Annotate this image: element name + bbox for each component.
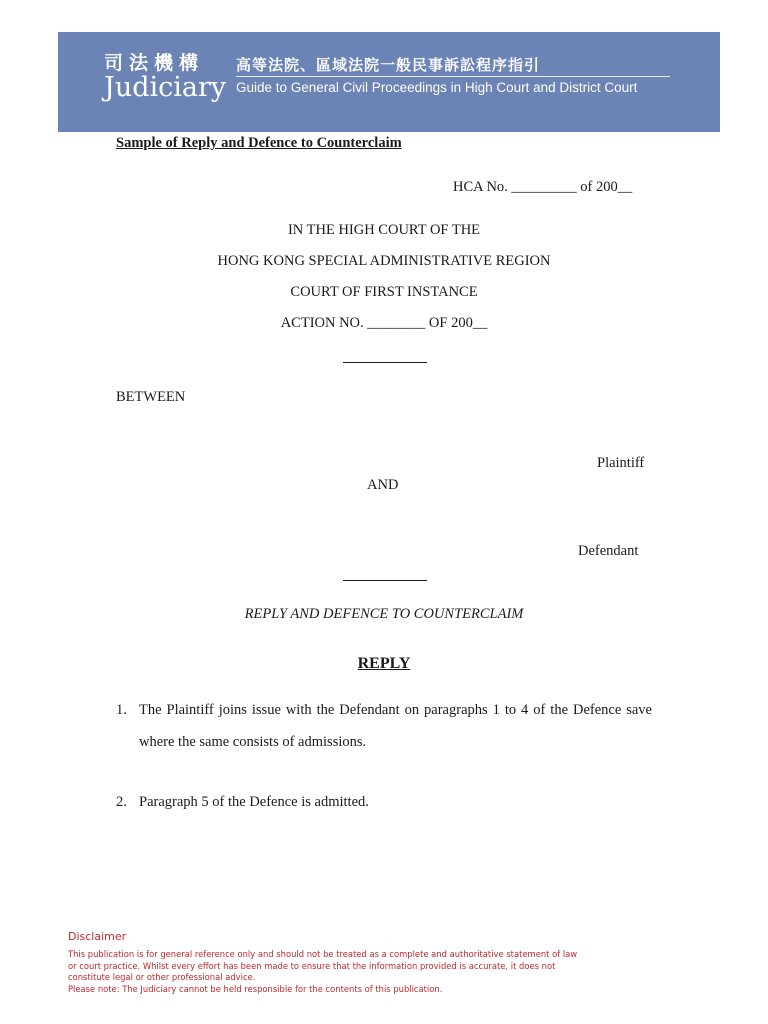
- court-line-1: IN THE HIGH COURT OF THE: [287, 222, 481, 238]
- paragraph-1: [116, 694, 652, 758]
- action-number: ACTION NO. ________ OF 200__: [280, 315, 488, 331]
- disclaimer-line: or court practice. Whilst every effort has been made to ensure that the information provided is accurate, it does not: [68, 960, 556, 971]
- logo-chinese: 司法機構: [104, 52, 205, 74]
- hca-number: HCA No. _________ of 200__: [453, 179, 633, 195]
- banner-title-english: Guide to General Civil Proceedings in High Court and District Court: [236, 80, 638, 95]
- separator-rule-top: [343, 362, 427, 363]
- plaintiff-label: Plaintiff: [597, 455, 645, 471]
- logo-judiciary: Judiciary: [104, 72, 227, 103]
- sample-title: Sample of Reply and Defence to Counterclaim: [116, 135, 402, 151]
- disclaimer: [68, 930, 608, 995]
- banner-title-chinese: 高等法院、區域法院一般民事訴訟程序指引: [236, 56, 541, 74]
- judiciary-banner: [58, 32, 720, 132]
- paragraph-text: The Plaintiff joins issue with the Defendant on paragraphs 1 to 4 of the Defence save where the same consists of admissions.: [139, 702, 652, 750]
- reply-heading: REPLY: [357, 655, 411, 672]
- and-label: AND: [367, 477, 399, 493]
- between-label: BETWEEN: [116, 389, 186, 405]
- disclaimer-line: Please note: The Judiciary cannot be held responsible for the contents of this publication.: [68, 983, 443, 994]
- court-line-2: HONG KONG SPECIAL ADMINISTRATIVE REGION: [217, 253, 551, 269]
- separator-rule-bottom: [343, 580, 427, 581]
- banner-divider: [236, 76, 670, 77]
- disclaimer-line: constitute legal or other professional advice.: [68, 972, 256, 982]
- paragraph-text: Paragraph 5 of the Defence is admitted.: [139, 794, 369, 810]
- defendant-label: Defendant: [578, 543, 639, 559]
- disclaimer-title: Disclaimer: [68, 930, 127, 943]
- paragraph-number: 2.: [116, 794, 127, 810]
- court-line-3: COURT OF FIRST INSTANCE: [290, 284, 478, 300]
- paragraph-number: 1.: [116, 702, 127, 718]
- paragraph-2: [116, 786, 652, 818]
- document-title: REPLY AND DEFENCE TO COUNTERCLAIM: [244, 606, 524, 622]
- disclaimer-line: This publication is for general reference only and should not be treated as a complete and authoritative statement of law: [68, 949, 578, 959]
